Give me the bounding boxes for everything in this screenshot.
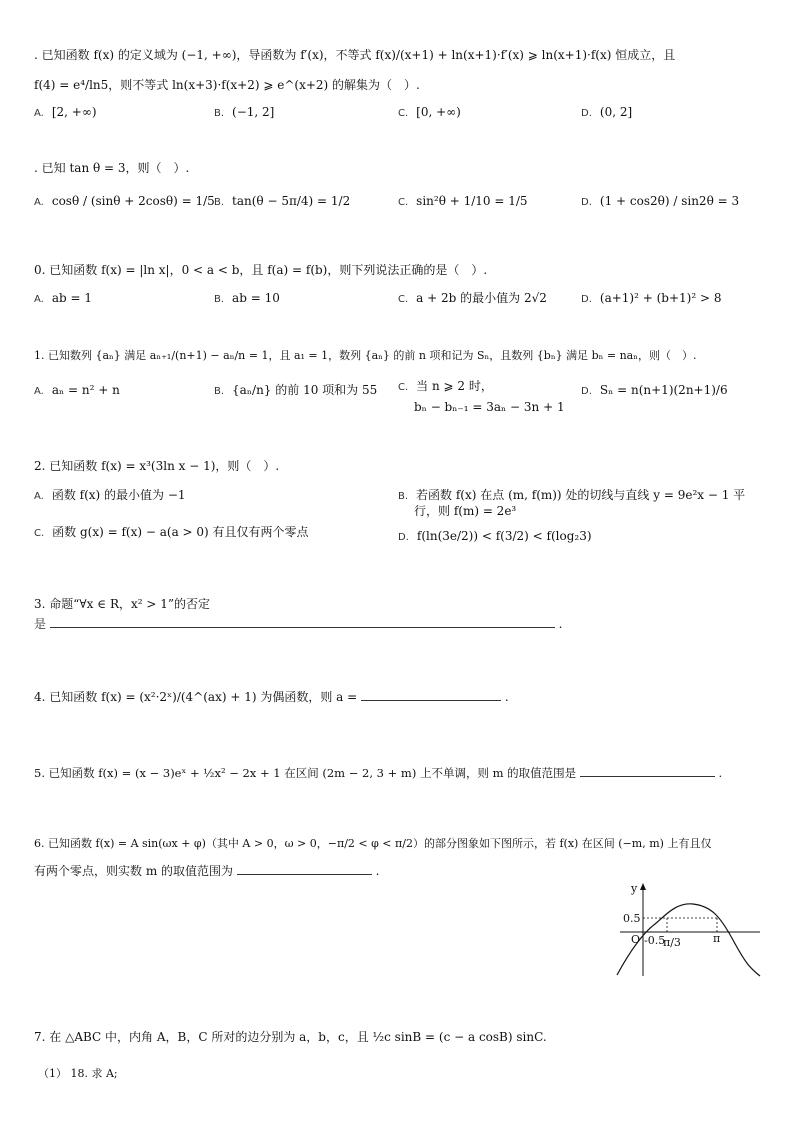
option-a[interactable]: A. 函数 f(x) 的最小值为 −1 (34, 488, 186, 502)
answer-blank[interactable] (237, 862, 372, 875)
origin-label: O (631, 933, 641, 946)
tick-x-pi3-label: π/3 (663, 936, 681, 949)
option-c[interactable]: C. sin²θ + 1/10 = 1/5 (398, 194, 528, 208)
question-4-line-1: 1. 已知数列 {aₙ} 满足 aₙ₊₁/(n+1) − aₙ/n = 1，且 a₁ = 1，数列 {aₙ} 的前 n 项和记为 Sₙ，且数列 {bₙ} 满足 bₙ = naₙ，则（ ）. (34, 349, 697, 362)
question-8-line-1: 5. 已知函数 f(x) = (x − 3)eˣ + ½x² − 2x + 1 在区间 (2m − 2, 3 + m) 上不单调，则 m 的取值范围是 . (34, 766, 723, 780)
option-c-line-2: bₙ − bₙ₋₁ = 3aₙ − 3n + 1 (414, 400, 565, 414)
answer-blank[interactable] (361, 688, 501, 701)
option-c[interactable]: C. [0, +∞) (398, 105, 461, 119)
option-b[interactable]: B. tan(θ − 5π/4) = 1/2 (214, 194, 351, 208)
tick-y-label: 0.5 (623, 912, 641, 925)
question-5-line-1: 2. 已知函数 f(x) = x³(3ln x − 1)，则（ ）. (34, 459, 280, 473)
question-3-line-1: 0. 已知函数 f(x) = |ln x|，0 < a < b，且 f(a) = f(b)，则下列说法正确的是（ ）. (34, 263, 488, 277)
tick-x-pi-label: π (713, 932, 721, 945)
option-b[interactable]: B. ab = 10 (214, 291, 280, 305)
option-b-line-2: 行，则 f(m) = 2e³ (414, 504, 517, 518)
question-2-line-1: . 已知 tan θ = 3，则（ ）. (34, 161, 190, 175)
option-a[interactable]: A. [2, +∞) (34, 105, 97, 119)
question-9-line-1: 6. 已知函数 f(x) = A sin(ωx + φ)（其中 A > 0，ω > 0，−π/2 < φ < π/2）的部分图象如下图所示，若 f(x) 在区间 (−m, m) 上有且仅 (34, 837, 712, 850)
y-axis-label: y (631, 882, 638, 895)
option-b[interactable]: B. {aₙ/n} 的前 10 项和为 55 (214, 383, 378, 397)
option-b[interactable]: B. (−1, 2] (214, 105, 275, 119)
y-axis-arrow (640, 883, 646, 890)
question-10-line-1: 7. 在 △ABC 中，内角 A，B，C 所对的边分别为 a，b，c，且 ½c sinB = (c − a cosB) sinC. (34, 1030, 547, 1044)
option-d[interactable]: D. Sₙ = n(n+1)(2n+1)/6 (581, 383, 728, 397)
option-a[interactable]: A. aₙ = n² + n (34, 383, 120, 397)
option-c[interactable]: C. 函数 g(x) = f(x) − a(a > 0) 有且仅有两个零点 (34, 525, 309, 539)
tick-x-neg-label: -0.5 (644, 934, 666, 947)
sine-graph (615, 880, 765, 980)
question-1-line-2: f(4) = e⁴/ln5，则不等式 ln(x+3)·f(x+2) ⩾ e^(x+2) 的解集为（ ）. (34, 78, 420, 92)
option-d[interactable]: D. (0, 2] (581, 105, 633, 119)
question-9-line-2: 有两个零点，则实数 m 的取值范围为 . (34, 864, 380, 878)
answer-blank[interactable] (50, 615, 555, 628)
question-1-line-1: . 已知函数 f(x) 的定义域为 (−1, +∞)，导函数为 f′(x)，不等式 f(x)/(x+1) + ln(x+1)·f′(x) ⩾ ln(x+1)·f(x) 恒成立，且 (34, 48, 676, 62)
option-a[interactable]: A. ab = 1 (34, 291, 92, 305)
option-d[interactable]: D. (a+1)² + (b+1)² > 8 (581, 291, 722, 305)
option-d[interactable]: D. f(ln(3e/2)) < f(3/2) < f(log₂3) (398, 529, 592, 543)
option-a[interactable]: A. cosθ / (sinθ + 2cosθ) = 1/5 (34, 194, 215, 208)
question-7-line-1: 4. 已知函数 f(x) = (x²·2ˣ)/(4^(ax) + 1) 为偶函数，则 a = . (34, 690, 509, 704)
option-c[interactable]: C. a + 2b 的最小值为 2√2 (398, 291, 547, 305)
option-d[interactable]: D. (1 + cos2θ) / sin2θ = 3 (581, 194, 740, 208)
option-c[interactable]: C. 当 n ⩾ 2 时， (398, 379, 493, 393)
option-b[interactable]: B. 若函数 f(x) 在点 (m, f(m)) 处的切线与直线 y = 9e²x − 1 平 (398, 488, 746, 502)
question-10-sub: （1） 18. 求 A; (38, 1067, 118, 1080)
answer-blank[interactable] (580, 764, 715, 777)
question-6-line-1: 3. 命题“∀x ∈ R，x² > 1”的否定 (34, 597, 211, 611)
question-6-line-2: 是 . (34, 617, 563, 631)
